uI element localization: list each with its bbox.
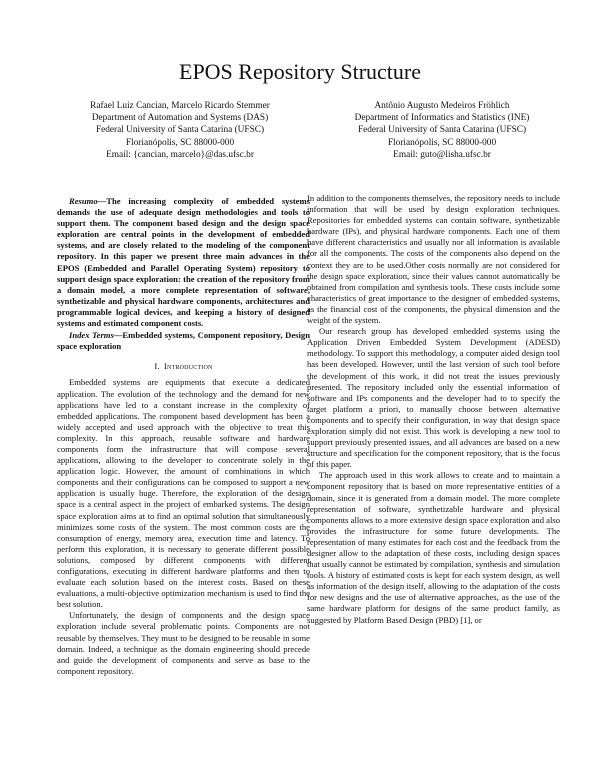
abstract [57, 196, 310, 329]
index-terms-text: —Embedded systems, Component repository, Design space exploration [57, 330, 310, 352]
author-city: Florianópolis, SC 88000-000 [125, 137, 235, 148]
author-names: Antônio Augusto Medeiros Fröhlich [374, 101, 510, 111]
author-block-2 [292, 100, 592, 161]
abstract-label: Resumo [69, 196, 98, 206]
author-names: Rafael Luiz Cancian, Marcelo Ricardo Stemmer [90, 101, 270, 111]
author-university: Federal University of Santa Catarina (UFSC) [95, 125, 265, 136]
body-paragraph: Unfortunately, the design of components and the design space exploration include several problematic points. Components are not reusable by themselves. They must to be designed to be reusable in some domain. Indeed, a technique as the domain engineering should precede and guide the development of components and serve as base to the component repository. [57, 610, 310, 676]
index-terms [57, 330, 310, 352]
section-heading [57, 361, 310, 372]
section-number: I. [154, 361, 160, 372]
body-paragraph: Our research group has developed embedded systems using the Application Driven Embedded System Development (ADESD) methodology. To support this methodology, a computer aided design tool has been developed. However, until the last version of such tool before the development of this work, it did not treat the issues previously presented. The repository included only the essential information of software and IPs components and the developer had to to specify the target platform a priori, to manually choose between alternative components and to specify their configuration, in way that design space exploration simply did not exist. This work is developing a new tool to support previously presented issues, and all advances are based on a new structure and specification for the component repository, that is the focus of this paper. [307, 326, 560, 470]
author-university: Federal University of Santa Catarina (UFSC) [357, 125, 527, 136]
section-title: Introduction [163, 361, 213, 372]
abstract-text: —The increasing complexity of embedded systems demands the use of adequate design methodologies and tools to support them. The component based design and the design space exploration are central points in the development of embedded systems, and are closely related to the modeling of the component repository. In this paper we present three main advances in the EPOS (Embedded and Parallel Operating System) repository to support design space exploration: the creation of the repository from a domain model, a more complete representation of software, synthetizable and physical hardware components, architectures and programmable logical devices, and keeping a history of designed systems and estimated component costs. [57, 196, 310, 329]
author-email: Email: {cancian, marcelo}@das.ufsc.br [106, 149, 254, 160]
author-block-1 [40, 100, 320, 161]
right-column [307, 193, 560, 626]
author-department: Department of Informatics and Statistics (INE) [354, 113, 530, 124]
index-terms-label: Index Terms [69, 330, 114, 341]
author-email: Email: guto@lisha.ufsc.br [393, 149, 491, 160]
author-department: Department of Automation and Systems (DAS) [91, 113, 269, 124]
body-paragraph: The approach used in this work allows to create and to maintain a component repository that is based on more representative entities of a domain, since it is generated from a domain model. The more complete representation of software, synthetizable hardware and physical components allows to a more extensive design space exploration and also provides the infrastructure for some future developments. The representation of many estimates for each cost and the feedback from the designer allow to the adaptation of these costs, including design spaces that usually cannot be estimated by compilation, synthesis and simulation tools. A history of estimated costs is kept for each system design, as well as information of the design itself, allowing to the adaptation of the costs for new designs and the use of alternative approaches, as the use of the same hardware platform for designs of the same product family, as suggested by Platform Based Design (PBD) [1], or [307, 470, 560, 625]
author-city: Florianópolis, SC 88000-000 [387, 137, 497, 148]
body-paragraph: Embedded systems are equipments that execute a dedicated application. The evolution of the technology and the demand for new applications have led to a constant increase in the complexity of embedded applications. The component based development has been a widely accepted and used approach with the objective to treat this complexity. In this approach, reusable software and hardware components form the infrastructure that will compose several applications, allowing to the developer to concentrate solely in the application logic. However, the amount of combinations in which components and their configurations can be composed to support a new application is usually huge. Therefore, the exploration of the design space is a central aspect in the project of embarked systems. The design space exploration aims at to find an optimal solution that simultaneously minimizes some costs of the system. The most common costs are the consumption of energy, memory area, execution time and latency. To perform this exploration, it is necessary to generate different possible solutions, composed by different components with different configurations, executing in different hardware platforms and then to evaluate each solution based on the interest costs. Based on these evaluations, a multi-objective optimization mechanism is used to find the best solution. [57, 377, 310, 610]
paper-title: EPOS Repository Structure [179, 59, 421, 84]
left-column [57, 196, 310, 677]
body-paragraph: In addition to the components themselves, the repository needs to include information that will be used by design exploration techniques. Repositories for embedded systems can contain software, synthetizable hardware (IPs), and physical hardware components. Each one of them have different characteristics and usually nor all information is available for all the components. The costs of the components also depend on the context they are to be used.Other costs normally are not considered for the design space exploration, since their values cannot automatically be obtained from compilation and synthesis tools. These costs include some characteristics of great importance to the designer of embedded systems, as the financial cost of the components, the physical dimension and the weight of the system. [307, 193, 560, 326]
